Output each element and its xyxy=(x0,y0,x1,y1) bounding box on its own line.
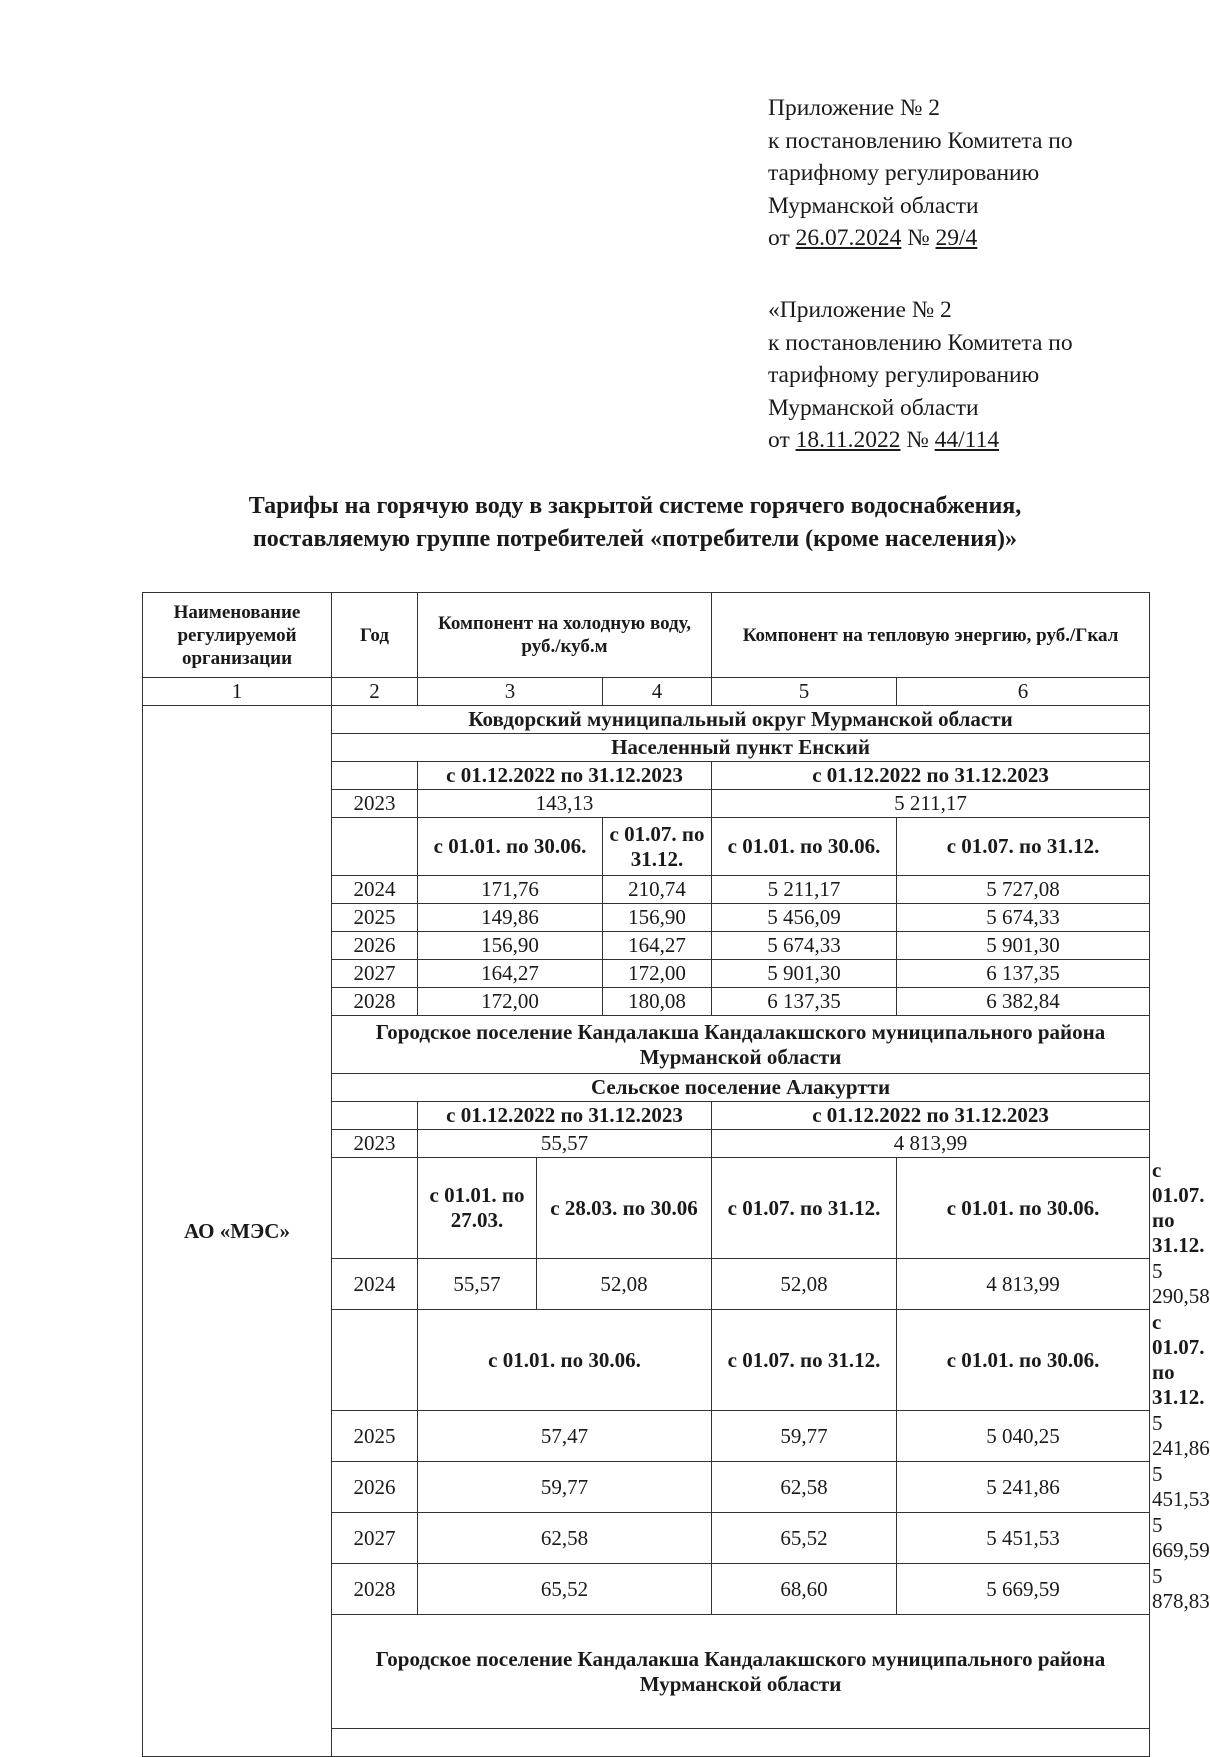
column-number: 4 xyxy=(603,678,712,706)
decree-number: 44/114 xyxy=(934,427,1000,453)
cold-value: 156,90 xyxy=(603,904,712,932)
heat-value: 5 456,09 xyxy=(712,904,897,932)
cold-value: 55,57 xyxy=(418,1259,537,1310)
heat-value: 5 674,33 xyxy=(712,932,897,960)
heat-value: 5 211,17 xyxy=(712,876,897,904)
appendix-line: Приложение № 2 xyxy=(768,95,941,121)
heat-value: 4 813,99 xyxy=(712,1130,1150,1158)
subperiod-header: с 01.01. по 30.06. xyxy=(418,818,603,876)
appendix-line: Мурманской области xyxy=(768,192,979,219)
district-name: Ковдорский муниципальный округ Мурманской области xyxy=(332,706,1150,734)
year-cell: 2025 xyxy=(332,904,418,932)
subperiod-header: с 01.01. по 30.06. xyxy=(897,1310,1150,1411)
year-cell: 2023 xyxy=(332,1130,418,1158)
cold-value: 164,27 xyxy=(418,960,603,988)
period-heat: с 01.12.2022 по 31.12.2023 xyxy=(712,1102,1150,1130)
column-number: 1 xyxy=(143,678,332,706)
cold-value: 65,52 xyxy=(712,1513,897,1564)
appendix-line: Мурманской области xyxy=(768,394,979,421)
table-row: 2024 55,57 52,08 52,08 4 813,99 5 290,58 xyxy=(143,1259,1150,1310)
cold-value: 171,76 xyxy=(418,876,603,904)
cold-value: 68,60 xyxy=(712,1564,897,1615)
heat-value: 5 901,30 xyxy=(712,960,897,988)
decree-date: 26.07.2024 xyxy=(795,225,902,251)
decree-date: 18.11.2022 xyxy=(795,427,901,453)
year-cell: 2026 xyxy=(332,932,418,960)
from-label: от xyxy=(768,427,790,453)
subperiod-header: с 28.03. по 30.06 xyxy=(537,1158,712,1259)
subperiod-header: с 01.01. по 30.06. xyxy=(897,1158,1150,1259)
cold-value: 65,52 xyxy=(418,1564,712,1615)
locality-name: Населенный пункт Енский xyxy=(332,734,1150,762)
cold-value: 143,13 xyxy=(418,790,712,818)
tariff-table: Наименование регулируемой организации Год Компонент на холодную воду, руб./куб.м Компонент на тепловую энергию, руб./Гкал 1 2 3 4 5 6 АО «МЭС» Ковдорский муниципальный округ Мурманской области Населенный пункт Енский с 01.12.2022 по 31.12.2023 с 01.12.2022 по 31.12.2023 2023 143,13 5 211,17 с 01.01. по 30.06. с 01.07. по 31.12. с 01.01. по 30.06. с 01.07. по 31.12. 2024 171,76 210,74 5 211,17 5 727,08 2025 149,86 156,90 5 456,09 5 674,33 2026 156,90 164,27 5 674,33 5 901,30 2027 164,27 172,00 5 901,30 6 137,35 2028 172,00 180,08 6 137,35 6 382,84 Городское поселение Кандалакша Кандалакшского муниципального района Мурманской области Сельское поселение Алакуртти с 01.12.2022 по 31.12.2023 с 01.12.2022 по 31.12.2023 2023 55,57 4 813,99 с 01.01. по 27.03. с 28.03. по 30.06 с 01.07. по 31.12. с 01.01. по 30.06. с 01.07. по 31.12. 2024 55,57 52,08 52,08 4 813,99 5 290,58 с 01.01. по 30.06. с 01.07. по 31.12. с 01.01. по 30.06. с 01.07. по 31.12. 2025 57,47 59,77 5 040,25 5 241,86 2026 59,77 62,58 5 241,86 5 451,53 2027 62,58 65,52 5 451,53 5 669,59 2028 65,52 68,60 5 669,59 5 878,83 Городское поселение Кандалакша Кандалакшского муниципального района Мурманской области xyxy=(142,592,1150,1757)
empty-cell xyxy=(332,762,418,790)
subperiod-header: с 01.01. по 27.03. xyxy=(418,1158,537,1259)
subperiod-header: с 01.01. по 30.06. xyxy=(418,1310,712,1411)
table-row: 2027 62,58 65,52 5 451,53 5 669,59 xyxy=(143,1513,1150,1564)
year-cell: 2027 xyxy=(332,1513,418,1564)
cold-value: 59,77 xyxy=(418,1462,712,1513)
heat-value: 5 727,08 xyxy=(897,876,1150,904)
header-org: Наименование регулируемой организации xyxy=(143,593,332,678)
heat-value: 6 137,35 xyxy=(897,960,1150,988)
heat-value: 5 901,30 xyxy=(897,932,1150,960)
cold-value: 59,77 xyxy=(712,1411,897,1462)
year-cell: 2023 xyxy=(332,790,418,818)
year-cell: 2024 xyxy=(332,876,418,904)
cold-value: 62,58 xyxy=(712,1462,897,1513)
appendix-line: тарифному регулированию xyxy=(768,160,1040,186)
cold-value: 55,57 xyxy=(418,1130,712,1158)
cold-value: 52,08 xyxy=(712,1259,897,1310)
table-row: 2025 57,47 59,77 5 040,25 5 241,86 xyxy=(143,1411,1150,1462)
heat-value: 5 211,17 xyxy=(712,790,1150,818)
subperiod-header: с 01.01. по 30.06. xyxy=(712,818,897,876)
subperiod-header: с 01.07. по 31.12. xyxy=(712,1310,897,1411)
document-title xyxy=(120,490,1150,556)
empty-row xyxy=(332,1729,1150,1757)
empty-cell xyxy=(332,818,418,876)
appendix-line: тарифному регулированию xyxy=(768,362,1040,388)
cold-value: 210,74 xyxy=(603,876,712,904)
empty-cell xyxy=(332,1158,418,1259)
empty-cell xyxy=(332,1310,418,1411)
heat-value: 5 674,33 xyxy=(897,904,1150,932)
decree-number: 29/4 xyxy=(935,225,978,251)
heat-value: 5 669,59 xyxy=(897,1564,1150,1615)
number-sign: № xyxy=(907,225,930,251)
appendix-line: к постановлению Комитета по xyxy=(768,127,1073,154)
district-name: Городское поселение Кандалакша Кандалакшского муниципального района Мурманской области xyxy=(332,1016,1150,1074)
year-cell: 2026 xyxy=(332,1462,418,1513)
appendix-previous xyxy=(768,294,1073,457)
empty-cell xyxy=(332,1102,418,1130)
heat-value: 5 040,25 xyxy=(897,1411,1150,1462)
year-cell: 2024 xyxy=(332,1259,418,1310)
year-cell: 2028 xyxy=(332,1564,418,1615)
year-cell: 2025 xyxy=(332,1411,418,1462)
period-cold: с 01.12.2022 по 31.12.2023 xyxy=(418,1102,712,1130)
year-cell: 2027 xyxy=(332,960,418,988)
locality-name: Сельское поселение Алакуртти xyxy=(332,1074,1150,1102)
appendix-date-line xyxy=(768,222,1073,255)
cold-value: 52,08 xyxy=(537,1259,712,1310)
appendix-current xyxy=(768,92,1073,255)
title-line-1: Тарифы на горячую воду в закрытой системе горячего водоснабжения, xyxy=(248,493,1022,519)
cold-value: 164,27 xyxy=(603,932,712,960)
header-year: Год xyxy=(332,593,418,678)
heat-value: 5 451,53 xyxy=(897,1513,1150,1564)
appendix-line: «Приложение № 2 xyxy=(768,297,952,323)
cold-value: 57,47 xyxy=(418,1411,712,1462)
cold-value: 172,00 xyxy=(603,960,712,988)
appendix-line: к постановлению Комитета по xyxy=(768,329,1073,356)
period-heat: с 01.12.2022 по 31.12.2023 xyxy=(712,762,1150,790)
period-cold: с 01.12.2022 по 31.12.2023 xyxy=(418,762,712,790)
heat-value: 6 382,84 xyxy=(897,988,1150,1016)
header-cold-water: Компонент на холодную воду, руб./куб.м xyxy=(418,593,712,678)
table-row: 2028 65,52 68,60 5 669,59 5 878,83 xyxy=(143,1564,1150,1615)
header-heat-energy: Компонент на тепловую энергию, руб./Гкал xyxy=(712,593,1150,678)
heat-value: 6 137,35 xyxy=(712,988,897,1016)
cold-value: 172,00 xyxy=(418,988,603,1016)
cold-value: 156,90 xyxy=(418,932,603,960)
column-number: 5 xyxy=(712,678,897,706)
subperiod-header: с 01.07. по 31.12. xyxy=(712,1158,897,1259)
column-number: 3 xyxy=(418,678,603,706)
from-label: от xyxy=(768,225,790,251)
column-number: 6 xyxy=(897,678,1150,706)
subperiod-header: с 01.07. по 31.12. xyxy=(897,818,1150,876)
heat-value: 5 241,86 xyxy=(897,1462,1150,1513)
number-sign: № xyxy=(906,427,929,453)
year-cell: 2028 xyxy=(332,988,418,1016)
cold-value: 180,08 xyxy=(603,988,712,1016)
table-row: 2026 59,77 62,58 5 241,86 5 451,53 xyxy=(143,1462,1150,1513)
district-name: Городское поселение Кандалакша Кандалакшского муниципального района Мурманской области xyxy=(332,1615,1150,1729)
organization-name: АО «МЭС» xyxy=(143,706,332,1757)
cold-value: 149,86 xyxy=(418,904,603,932)
appendix-date-line xyxy=(768,424,1073,457)
column-number: 2 xyxy=(332,678,418,706)
subperiod-header: с 01.07. по 31.12. xyxy=(603,818,712,876)
heat-value: 4 813,99 xyxy=(897,1259,1150,1310)
cold-value: 62,58 xyxy=(418,1513,712,1564)
title-line-2: поставляемую группе потребителей «потребители (кроме населения)» xyxy=(252,526,1018,552)
